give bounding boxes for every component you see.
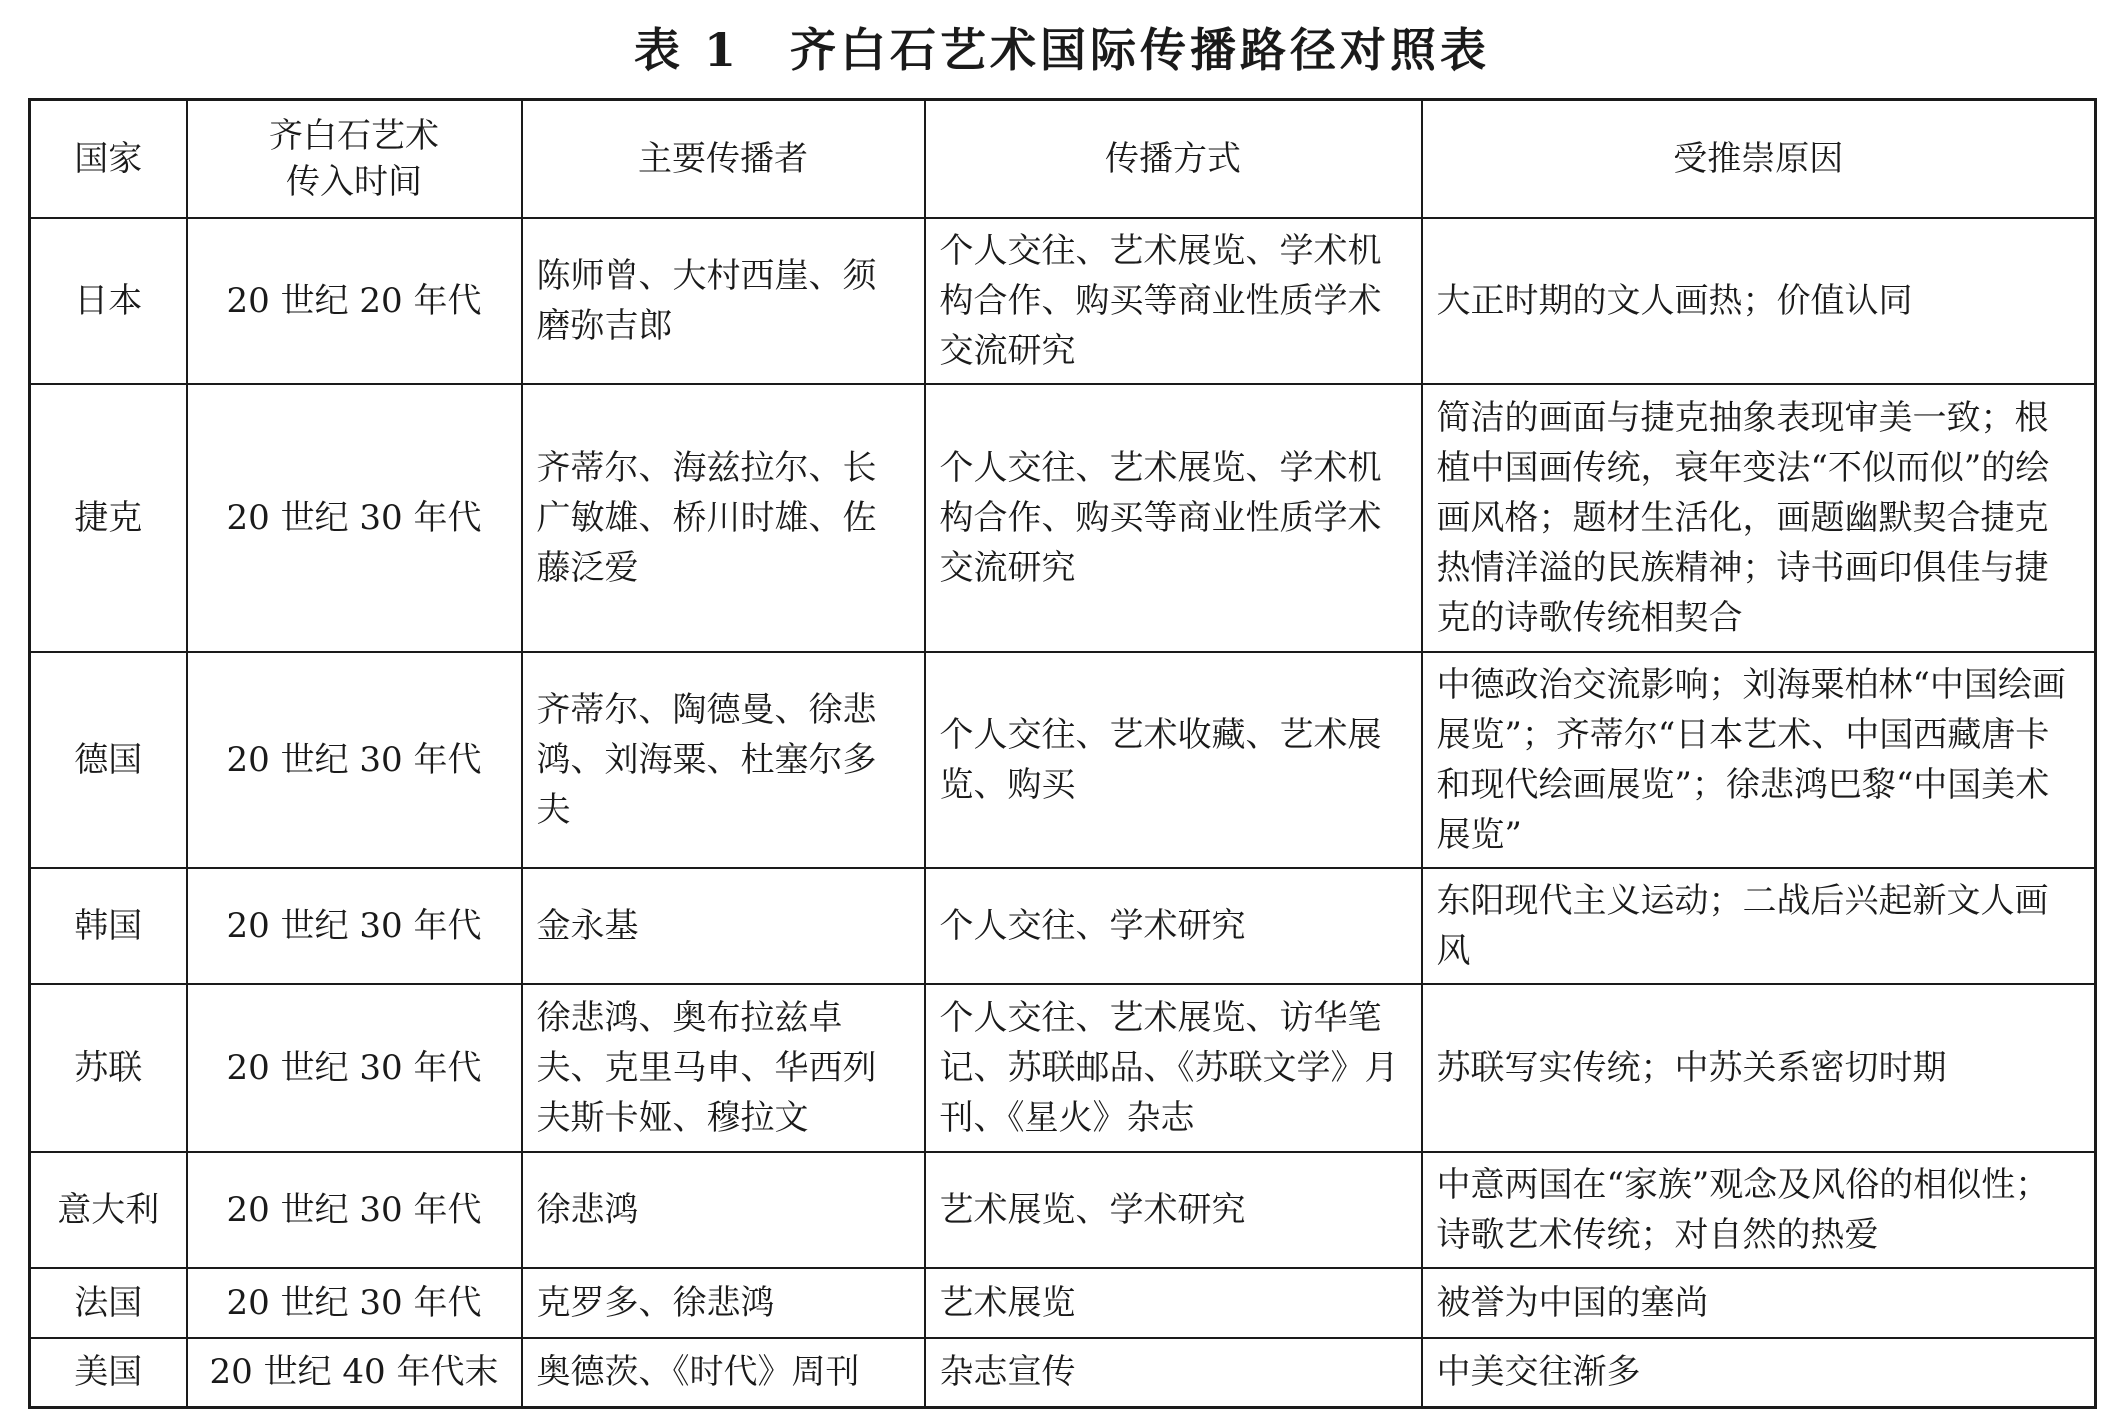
- header-method: 传播方式: [925, 100, 1422, 218]
- cell-country: 捷克: [30, 384, 187, 652]
- cell-people: 克罗多、徐悲鸿: [522, 1268, 925, 1338]
- cell-country: 苏联: [30, 984, 187, 1152]
- cell-reason: 苏联写实传统；中苏关系密切时期: [1422, 984, 2096, 1152]
- header-row: [30, 100, 2096, 218]
- cell-time: 20 世纪 40 年代末: [187, 1338, 522, 1408]
- cell-reason: 简洁的画面与捷克抽象表现审美一致；根植中国画传统，衰年变法“不似而似”的绘画风格；题材生活化，画题幽默契合捷克热情洋溢的民族精神；诗书画印俱佳与捷克的诗歌传统相契合: [1422, 384, 2096, 652]
- cell-time: 20 世纪 20 年代: [187, 218, 522, 384]
- cell-method: 个人交往、艺术展览、访华笔记、苏联邮品、《苏联文学》月刊、《星火》杂志: [925, 984, 1422, 1152]
- cell-people: 徐悲鸿、奥布拉兹卓夫、克里马申、华西列夫斯卡娅、穆拉文: [522, 984, 925, 1152]
- header-people: 主要传播者: [522, 100, 925, 218]
- cell-people: 齐蒂尔、海兹拉尔、长广敏雄、桥川时雄、佐藤泛爱: [522, 384, 925, 652]
- header-time: 齐白石艺术 传入时间: [187, 100, 522, 218]
- comparison-table: [28, 98, 2097, 1409]
- table-title: 表 1 齐白石艺术国际传播路径对照表: [633, 23, 1491, 77]
- cell-people: 徐悲鸿: [522, 1152, 925, 1268]
- table-row: [30, 868, 2096, 984]
- header-country: 国家: [30, 100, 187, 218]
- cell-reason: 中德政治交流影响；刘海粟柏林“中国绘画展览”；齐蒂尔“日本艺术、中国西藏唐卡和现代绘画展览”；徐悲鸿巴黎“中国美术展览”: [1422, 652, 2096, 868]
- table-row: [30, 384, 2096, 652]
- cell-time: 20 世纪 30 年代: [187, 868, 522, 984]
- cell-reason: 中意两国在“家族”观念及风俗的相似性；诗歌艺术传统；对自然的热爱: [1422, 1152, 2096, 1268]
- table-row: [30, 218, 2096, 384]
- table-row: [30, 984, 2096, 1152]
- cell-method: 艺术展览、学术研究: [925, 1152, 1422, 1268]
- cell-people: 陈师曾、大村西崖、须磨弥吉郎: [522, 218, 925, 384]
- cell-reason: 中美交往渐多: [1422, 1338, 2096, 1408]
- table-row: [30, 1268, 2096, 1338]
- cell-country: 法国: [30, 1268, 187, 1338]
- cell-country: 意大利: [30, 1152, 187, 1268]
- cell-reason: 东阳现代主义运动；二战后兴起新文人画风: [1422, 868, 2096, 984]
- cell-people: 金永基: [522, 868, 925, 984]
- cell-method: 个人交往、艺术展览、学术机构合作、购买等商业性质学术交流研究: [925, 218, 1422, 384]
- cell-method: 艺术展览: [925, 1268, 1422, 1338]
- cell-time: 20 世纪 30 年代: [187, 1268, 522, 1338]
- cell-country: 日本: [30, 218, 187, 384]
- cell-method: 个人交往、艺术收藏、艺术展览、购买: [925, 652, 1422, 868]
- cell-time: 20 世纪 30 年代: [187, 384, 522, 652]
- cell-time: 20 世纪 30 年代: [187, 984, 522, 1152]
- header-reason: 受推崇原因: [1422, 100, 2096, 218]
- cell-method: 个人交往、学术研究: [925, 868, 1422, 984]
- table-row: [30, 652, 2096, 868]
- table-row: [30, 1338, 2096, 1408]
- table-row: [30, 1152, 2096, 1268]
- cell-method: 个人交往、艺术展览、学术机构合作、购买等商业性质学术交流研究: [925, 384, 1422, 652]
- cell-reason: 被誉为中国的塞尚: [1422, 1268, 2096, 1338]
- cell-reason: 大正时期的文人画热；价值认同: [1422, 218, 2096, 384]
- cell-country: 美国: [30, 1338, 187, 1408]
- cell-time: 20 世纪 30 年代: [187, 1152, 522, 1268]
- cell-people: 奥德茨、《时代》周刊: [522, 1338, 925, 1408]
- cell-country: 德国: [30, 652, 187, 868]
- cell-country: 韩国: [30, 868, 187, 984]
- cell-method: 杂志宣传: [925, 1338, 1422, 1408]
- cell-people: 齐蒂尔、陶德曼、徐悲鸿、刘海粟、杜塞尔多夫: [522, 652, 925, 868]
- cell-time: 20 世纪 30 年代: [187, 652, 522, 868]
